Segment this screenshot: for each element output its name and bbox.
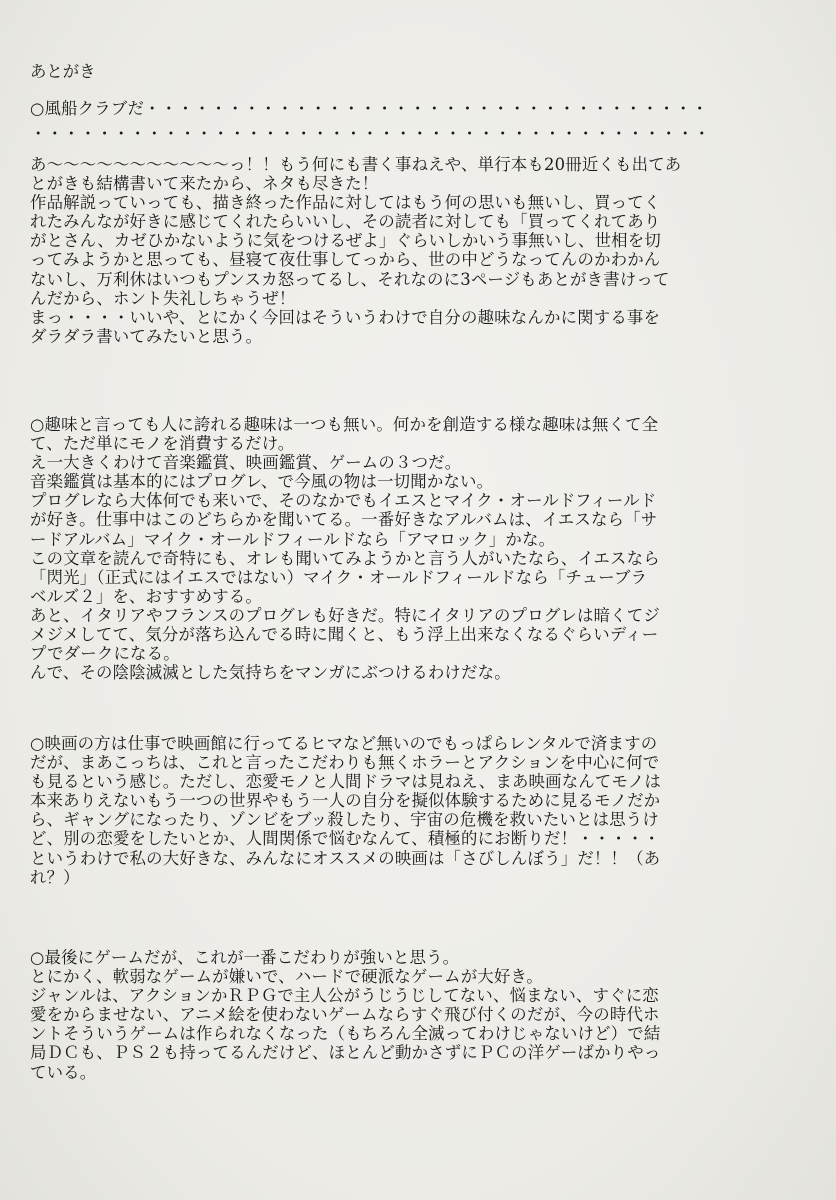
text-line: も見るという感じ。ただし、恋愛モノと人間ドラマは見ねえ、まあ映画なんてモノは: [30, 772, 662, 792]
text-line: 音楽鑑賞は基本的にはプログレ、で今風の物は一切聞かない。: [30, 472, 494, 492]
text-line: まっ・・・・いいや、とにかく今回はそういうわけで自分の趣味なんかに関する事を: [30, 307, 661, 327]
text-line: あ〜〜〜〜〜〜〜〜〜〜〜っ！！もう何にも書く事ねえや、単行本も20冊近くも出てあ: [30, 155, 682, 174]
text-line: れたみんなが好きに感じてくれたらいいし、その読者に対しても「買ってくれてあり: [30, 212, 661, 232]
text-line: とにかく、軟弱なゲームが嫌いで、ハードで硬派なゲームが大好き。: [30, 967, 543, 987]
text-line: がとさん、カゼひかないように気をつけるぜよ」ぐらいしかいう事無いし、世相を切: [30, 231, 661, 251]
text-line: んだから、ホント失礼しちゃうぜ！: [30, 288, 296, 308]
text-line: ードアルバム」マイク・オールドフィールドなら「アマロック」かな。: [30, 529, 556, 549]
text-line: れ？）: [30, 867, 80, 887]
text-line: ないし、万利休はいつもプンスカ怒ってるし、それなのに3ページもあとがき書けって: [30, 269, 670, 289]
text-line: あと、イタリアやフランスのプログレも好きだ。特にイタリアのプログレは暗くてジ: [30, 605, 660, 625]
text-line: ジャンルは、アクションかＲＰＧで主人公がうじうじしてない、悩まない、すぐに恋: [30, 986, 659, 1006]
text-line: ダラダラ書いてみたいと思う。: [30, 326, 263, 346]
section-intro-header: [30, 96, 810, 146]
text-line: この文章を読んで奇特にも、オレも聞いてみようかと言う人がいたなら、イエスなら: [30, 548, 660, 568]
text-line: ら、ギャングになったり、ゾンビをブッ殺したり、宇宙の危機を救いたいとは思うけ: [30, 810, 659, 830]
text-line: プでダークになる。: [30, 644, 180, 664]
text-line: だが、まあこっちは、これと言ったこだわりも無くホラーとアクションを中心に何で: [30, 753, 660, 773]
text-line: プログレなら大体何でも来いで、そのなかでもイエスとマイク・オールドフィールド: [30, 491, 657, 511]
text-line: ってみようかと思っても、昼寝て夜仕事してっから、世の中どうなってんのかわかん: [30, 250, 661, 270]
text-line: 局ＤＣも、ＰＳ２も持ってるんだけど、ほとんど動かさずにＰＣの洋ゲーばかりやっ: [30, 1043, 661, 1063]
text-line: て、ただ単にモノを消費するだけ。: [30, 434, 295, 454]
text-line: 「閃光」（正式にはイエスではない）マイク・オールドフィールドなら「チューブラ: [30, 567, 648, 587]
text-line: というわけで私の大好きな、みんなにオススメの映画は「さびしんぼう」だ！！（あ: [30, 848, 661, 868]
text-line: ど、別の恋愛をしたいとか、人間関係で悩むなんて、積極的にお断りだ！・・・・・: [30, 829, 661, 849]
text-line: 愛をからませない、アニメ絵を使わないゲームならすぐ飛び付くのだが、今の時代ホ: [30, 1005, 660, 1025]
text-line: ○映画の方は仕事で映画館に行ってるヒマなど無いのでもっぱらレンタルで済ますの: [30, 734, 658, 753]
text-line: ○最後にゲームだが、これが一番こだわりが強いと思う。: [30, 948, 460, 967]
page-title: あとがき: [30, 62, 96, 81]
text-line: とがきも結構書いて来たから、ネタも尽きた！: [30, 174, 379, 194]
section-music: [30, 415, 810, 682]
text-line: ○風船クラブだ・・・・・・・・・・・・・・・・・・・・・・・・・・・・・・・・・・: [30, 99, 709, 118]
text-line: ○趣味と言っても人に誇れる趣味は一つも無い。何かを創造する様な趣味は無くて全: [30, 415, 659, 434]
text-line: メジメしてて、気分が落ち込んでる時に聞くと、もう浮上出来なくなるぐらいディー: [30, 625, 659, 645]
text-line: ベルズ２」を、おすすめする。: [30, 586, 262, 606]
text-line: ている。: [30, 1062, 97, 1082]
text-line: んで、その陰陰滅滅とした気持ちをマンガにぶつけるわけだな。: [30, 663, 511, 683]
text-line: 本来ありえないもう一つの世界やもう一人の自分を擬似体験するために見るモノだか: [30, 791, 661, 811]
text-line: ントそういうゲームは作られなくなった（もちろん全滅ってわけじゃないけど）で結: [30, 1024, 661, 1044]
text-line: が好き。仕事中はこのどちらかを聞いてる。一番好きなアルバムは、イエスなら「サ: [30, 510, 658, 530]
section-intro-paragraph: [30, 155, 810, 346]
section-movies: [30, 734, 810, 887]
section-games: [30, 948, 810, 1082]
text-line: ・・・・・・・・・・・・・・・・・・・・・・・・・・・・・・・・・・・・・・・・・: [30, 124, 711, 143]
text-line: 作品解説っていっても、描き終った作品に対してはもう何の思いも無いし、買ってく: [30, 193, 661, 213]
text-line: え一大きくわけて音楽鑑賞、映画鑑賞、ゲームの３つだ。: [30, 453, 462, 473]
